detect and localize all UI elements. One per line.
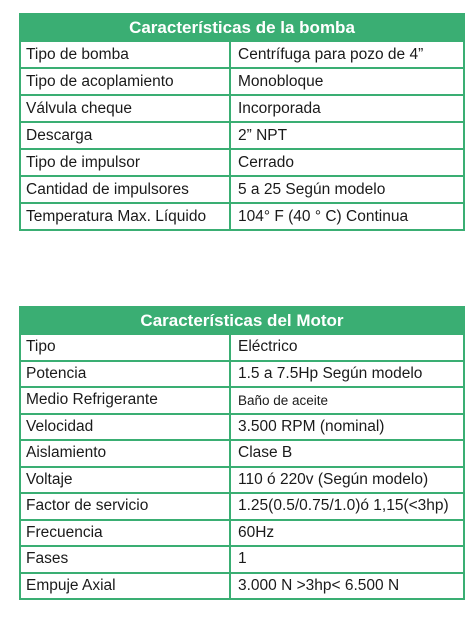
spec-value: Incorporada (238, 99, 321, 117)
spec-value: 104° F (40 ° C) Continua (238, 207, 409, 225)
table-row (21, 439, 463, 466)
spec-value: 3.500 RPM (nominal) (238, 417, 385, 435)
spec-value: 60Hz (238, 523, 275, 541)
spec-label: Tipo (21, 335, 231, 360)
table-row (21, 40, 463, 67)
pump-specs-title: Características de la bomba (21, 15, 463, 40)
table-row (21, 545, 463, 572)
spec-value: 110 ó 220v (Según modelo) (238, 470, 429, 488)
spec-label: Voltaje (21, 468, 231, 493)
spec-label: Potencia (21, 362, 231, 387)
spec-label: Velocidad (21, 415, 231, 440)
table-row (21, 333, 463, 360)
table-row (21, 175, 463, 202)
motor-specs-title: Características del Motor (21, 308, 463, 333)
spec-value: Clase B (238, 444, 293, 462)
spec-label: Temperatura Max. Líquido (21, 204, 231, 229)
spec-value: Cerrado (238, 153, 294, 171)
spec-value: Centrífuga para pozo de 4” (238, 45, 424, 63)
spec-label: Tipo de bomba (21, 42, 231, 67)
table-row (21, 121, 463, 148)
table-row (21, 413, 463, 440)
spec-value: 2” NPT (238, 126, 288, 144)
spec-value: 1 (238, 550, 247, 568)
pump-specs-table (19, 13, 465, 231)
table-row (21, 492, 463, 519)
spec-value: 1.5 a 7.5Hp Según modelo (238, 364, 423, 382)
spec-label: Tipo de acoplamiento (21, 69, 231, 94)
spec-label: Medio Refrigerante (21, 388, 231, 413)
spec-label: Empuje Axial (21, 574, 231, 599)
motor-specs-table (19, 306, 465, 600)
spec-label: Factor de servicio (21, 494, 231, 519)
table-row (21, 466, 463, 493)
spec-value: Monobloque (238, 72, 324, 90)
spec-value: Eléctrico (238, 338, 298, 356)
table-row (21, 519, 463, 546)
table-row (21, 572, 463, 599)
spec-label: Descarga (21, 123, 231, 148)
spec-value: 3.000 N >3hp< 6.500 N (238, 576, 400, 594)
table-row (21, 67, 463, 94)
spec-label: Válvula cheque (21, 96, 231, 121)
spec-label: Aislamiento (21, 441, 231, 466)
spec-label: Tipo de impulsor (21, 150, 231, 175)
spec-label: Cantidad de impulsores (21, 177, 231, 202)
table-row (21, 202, 463, 229)
spec-label: Frecuencia (21, 521, 231, 546)
spec-label: Fases (21, 547, 231, 572)
spec-value: 1.25(0.5/0.75/1.0)ó 1,15(<3hp) (238, 497, 449, 515)
table-row (21, 94, 463, 121)
spec-value: Baño de aceite (238, 392, 329, 408)
table-row (21, 386, 463, 413)
table-row (21, 360, 463, 387)
spec-value: 5 a 25 Según modelo (238, 180, 386, 198)
table-row (21, 148, 463, 175)
